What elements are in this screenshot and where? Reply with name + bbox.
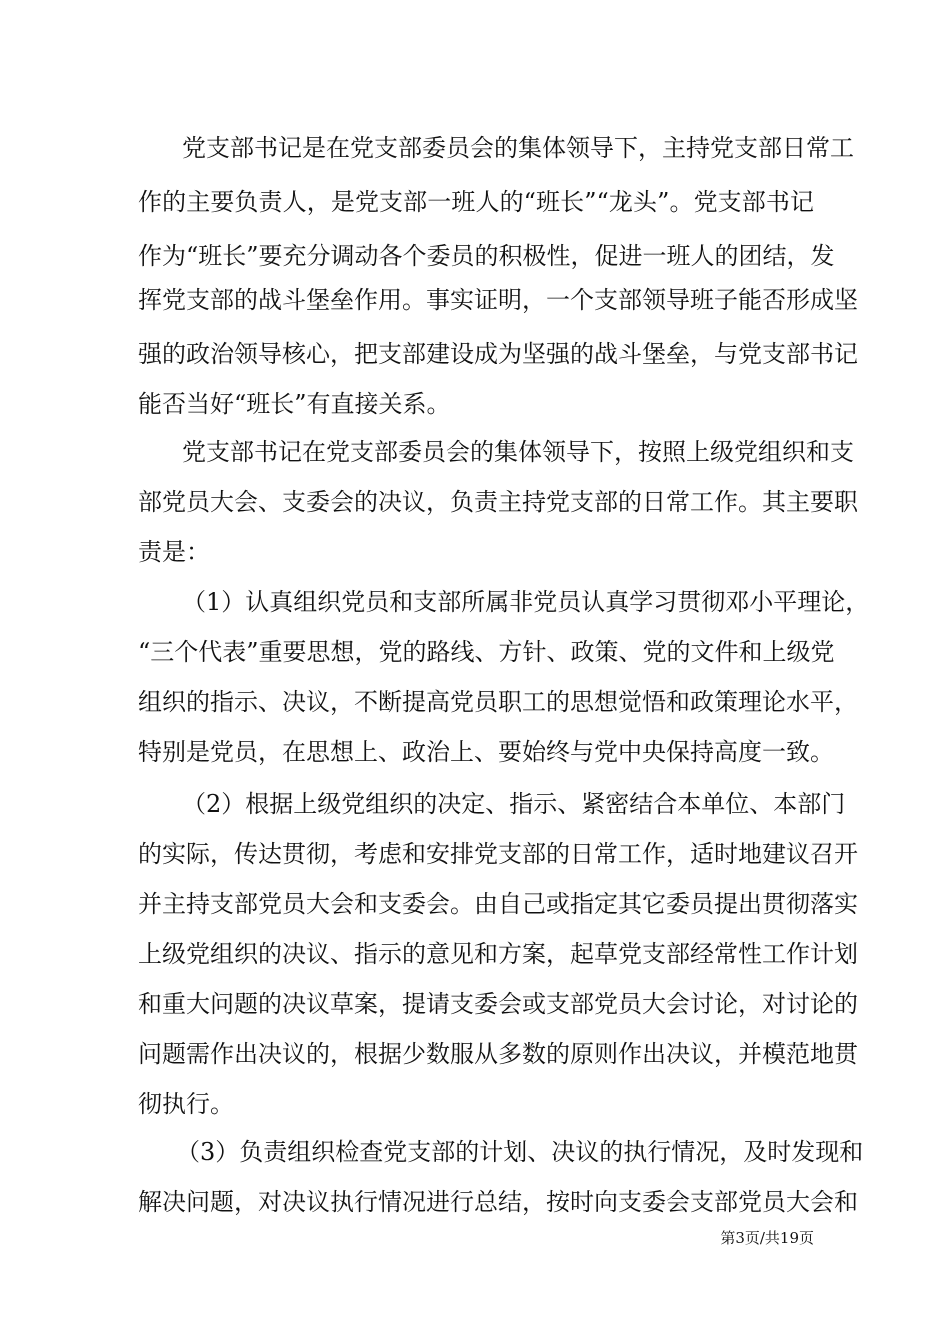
paragraph-1-line-2: 作的主要负责人，是党支部一班人的“班长”“龙头”。党支部书记 — [138, 188, 814, 216]
paragraph-1-line-5: 强的政治领导核心，把支部建设成为坚强的战斗堡垒，与党支部书记 — [138, 340, 858, 368]
paragraph-4-line-6: 问题需作出决议的，根据少数服从多数的原则作出决议，并模范地贯 — [138, 1040, 858, 1068]
paragraph-3-line-4: 特别是党员，在思想上、政治上、要始终与党中央保持高度一致。 — [138, 738, 834, 766]
page-number-footer: 第3页/共19页 — [720, 1229, 814, 1247]
paragraph-4-line-1: （2）根据上级党组织的决定、指示、紧密结合本单位、本部门 — [182, 790, 846, 818]
paragraph-1-line-1: 党支部书记是在党支部委员会的集体领导下，主持党支部日常工 — [182, 134, 854, 162]
paragraph-1-line-6: 能否当好“班长”有直接关系。 — [138, 390, 451, 418]
paragraph-4-line-3: 并主持支部党员大会和支委会。由自己或指定其它委员提出贯彻落实 — [138, 890, 858, 918]
paragraph-4-line-7: 彻执行。 — [138, 1090, 234, 1118]
paragraph-4-line-2: 的实际，传达贯彻，考虑和安排党支部的日常工作，适时地建议召开 — [138, 840, 858, 868]
paragraph-1-line-4: 挥党支部的战斗堡垒作用。事实证明，一个支部领导班子能否形成坚 — [138, 286, 858, 314]
paragraph-5-line-2: 解决问题，对决议执行情况进行总结，按时向支委会支部党员大会和 — [138, 1188, 858, 1216]
paragraph-2-line-3: 责是： — [138, 538, 210, 566]
paragraph-4-line-5: 和重大问题的决议草案，提请支委会或支部党员大会讨论，对讨论的 — [138, 990, 858, 1018]
paragraph-1-line-3: 作为“班长”要充分调动各个委员的积极性，促进一班人的团结，发 — [138, 242, 835, 270]
paragraph-4-line-4: 上级党组织的决议、指示的意见和方案，起草党支部经常性工作计划 — [138, 940, 858, 968]
paragraph-2-line-2: 部党员大会、支委会的决议，负责主持党支部的日常工作。其主要职 — [138, 488, 858, 516]
paragraph-5-line-1: （3）负责组织检查党支部的计划、决议的执行情况，及时发现和 — [176, 1138, 864, 1166]
paragraph-2-line-1: 党支部书记在党支部委员会的集体领导下，按照上级党组织和支 — [182, 438, 854, 466]
paragraph-3-line-1: （1）认真组织党员和支部所属非党员认真学习贯彻邓小平理论， — [182, 588, 870, 616]
paragraph-3-line-2: “三个代表”重要思想，党的路线、方针、政策、党的文件和上级党 — [138, 638, 835, 666]
paragraph-3-line-3: 组织的指示、决议，不断提高党员职工的思想觉悟和政策理论水平， — [138, 688, 858, 716]
